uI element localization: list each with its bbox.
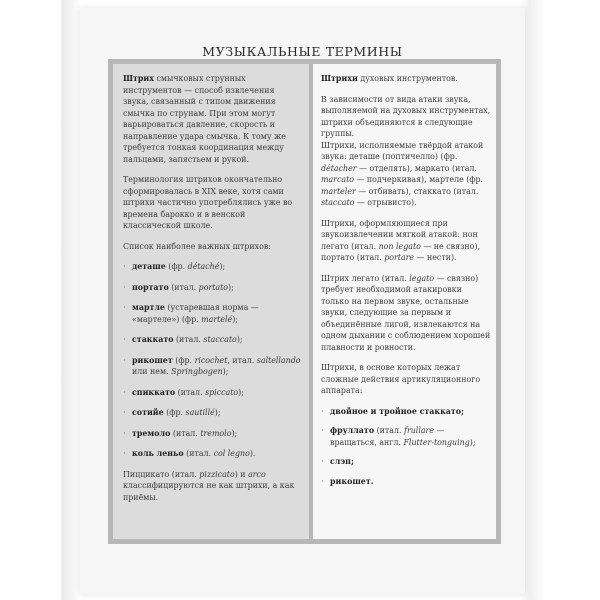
right-complex-paragraph: Штрихи, в основе которых лежат сложные действия артикуляционного аппарата:: [321, 363, 481, 395]
list-item: · портато (итал. portato);: [123, 282, 234, 292]
list-item: · рикошет.: [321, 476, 374, 486]
list-item: · слэп;: [321, 457, 354, 466]
page-title: МУЗЫКАЛЬНЫЕ ТЕРМИНЫ: [202, 44, 403, 59]
left-pizzicato-paragraph: Пиццикато (итал. pizzicato) и arco классифицируются не как штрихи, а как приёмы.: [123, 469, 295, 502]
term-shtrikhi: Штрихи: [321, 74, 358, 83]
list-item: · фруллато (итал. frullare — вращаться, англ. Flutter-tonguing);: [321, 426, 476, 447]
right-soft-attack-paragraph: Штрихи, оформляющиеся при звукоизвлечении мягкой атакой: нон легато (итал. non legato — не связно), портато (итал. portare — нести).: [321, 218, 480, 262]
list-item: · двойное и тройное стаккато;: [321, 406, 464, 416]
left-strokes-list: [123, 261, 301, 460]
two-column-frame: [108, 59, 501, 544]
list-item: · рикошет (фр. ricochet, итал. saltellando или нем. Springbogen);: [123, 355, 301, 376]
term-shtrikh: Штрих: [123, 74, 154, 83]
left-column: [113, 64, 309, 539]
list-item: · тремоло (итал. tremolo);: [123, 428, 238, 438]
list-item: · спиккато (итал. spiccato);: [123, 387, 244, 397]
right-hard-attack-paragraph: Штрихи, исполняемые твёрдой атакой звука: деташе (поптичелло) (фр. détacher — отделять), маркато (итал. marcato — подчеркивая), мартеле (фр. marteler — отбивать), стаккато (итал. staccato — отрывисто).: [321, 140, 484, 207]
left-list-heading: Список наиболее важных штрихов:: [123, 241, 271, 251]
left-terminology-paragraph: Терминология штрихов окончательно сформировалась в XIX веке, хотя сами штрихи частично употреблялись уже во времена барокко и в венской классической школе.: [123, 175, 293, 230]
right-column: [313, 64, 496, 539]
list-item: · деташе (фр. détaché);: [123, 262, 226, 271]
list-item: · мартле (устаревшая норма — «мартеле») (фр. martelé);: [123, 303, 259, 324]
right-attack-paragraph: В зависимости от вида атаки звука, выполняемой на духовых инструментах, штрихи объединяются в следующие группы.: [321, 94, 491, 138]
right-legato-paragraph: Штрих легато (итал. legato — связно) требует необходимой атакировки только на первом звуке, остальные звуки, следующие за первым и объединённые лигой, извлекаются на одном дыхании с соблюдением хорошей плавности и ровности.: [321, 273, 491, 352]
right-strokes-list: [321, 406, 492, 488]
list-item: · коль леньо (итал. col legno).: [123, 449, 256, 458]
left-intro-paragraph: Штрих смычковых струнных инструментов — способ извлечения звука, связанный с типом движения смычка по струнам. При этом могут варьироваться давление, скорость и направление удара смычка. К тому же требуется тонкая координация между пальцами, запястьем и рукой.: [123, 74, 286, 164]
list-item: · сотийе (фр. sautillé);: [123, 408, 221, 417]
right-intro-paragraph: Штрихи духовых инструментов.: [321, 74, 458, 83]
list-item: · стаккато (итал. staccato);: [123, 335, 243, 344]
